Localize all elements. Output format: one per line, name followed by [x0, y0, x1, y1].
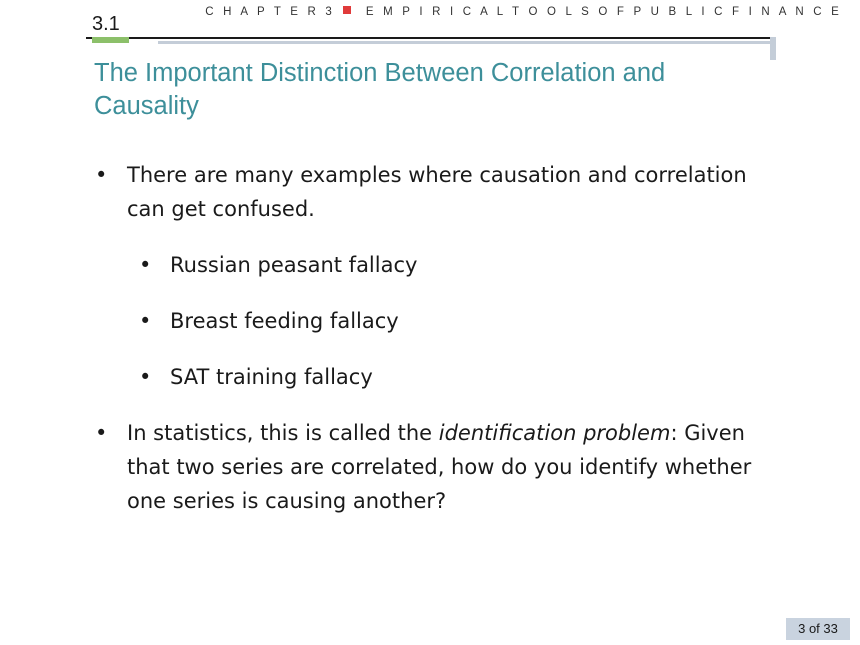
sub-bullet-item: [95, 304, 775, 338]
bullet-icon: •: [95, 163, 108, 187]
page-number-badge: 3 of 33: [786, 618, 850, 640]
bullet-icon: •: [139, 253, 152, 277]
section-underline: [92, 37, 129, 43]
header-rule-shadow: [158, 41, 775, 44]
slide-title: The Important Distinction Between Correlation and Causality: [94, 59, 666, 120]
sub-bullet-item: [95, 360, 775, 394]
bullet-icon: •: [139, 309, 152, 333]
sub-bullet-text: SAT training fallacy: [170, 365, 373, 389]
bullet-text: There are many examples where causation and correlation can get confused.: [127, 163, 747, 221]
header-rule-cap: [770, 37, 776, 60]
slide-body: [95, 158, 775, 518]
emphasized-term: identification problem: [438, 421, 671, 445]
bullet-item: [95, 416, 775, 518]
bullet-icon: •: [139, 365, 152, 389]
bullet-text-start: In statistics, this is called the: [127, 421, 439, 445]
red-square-icon: [343, 6, 351, 14]
bullet-icon: •: [95, 421, 108, 445]
running-header: [205, 6, 842, 18]
sub-bullet-text: Breast feeding fallacy: [170, 309, 399, 333]
sub-bullet-text: Russian peasant fallacy: [170, 253, 418, 277]
bullet-item: [95, 158, 775, 226]
sub-bullet-item: [95, 248, 775, 282]
header-rule: [86, 37, 775, 39]
book-title: E M P I R I C A L T O O L S O F P U B L I C F I N A N C E: [365, 6, 842, 18]
chapter-label: C H A P T E R 3: [205, 6, 336, 18]
bullet-text-end: : Given that two series are correlated, how do you identify whether one series is causing another?: [127, 421, 752, 513]
section-number: 3.1: [92, 13, 120, 35]
